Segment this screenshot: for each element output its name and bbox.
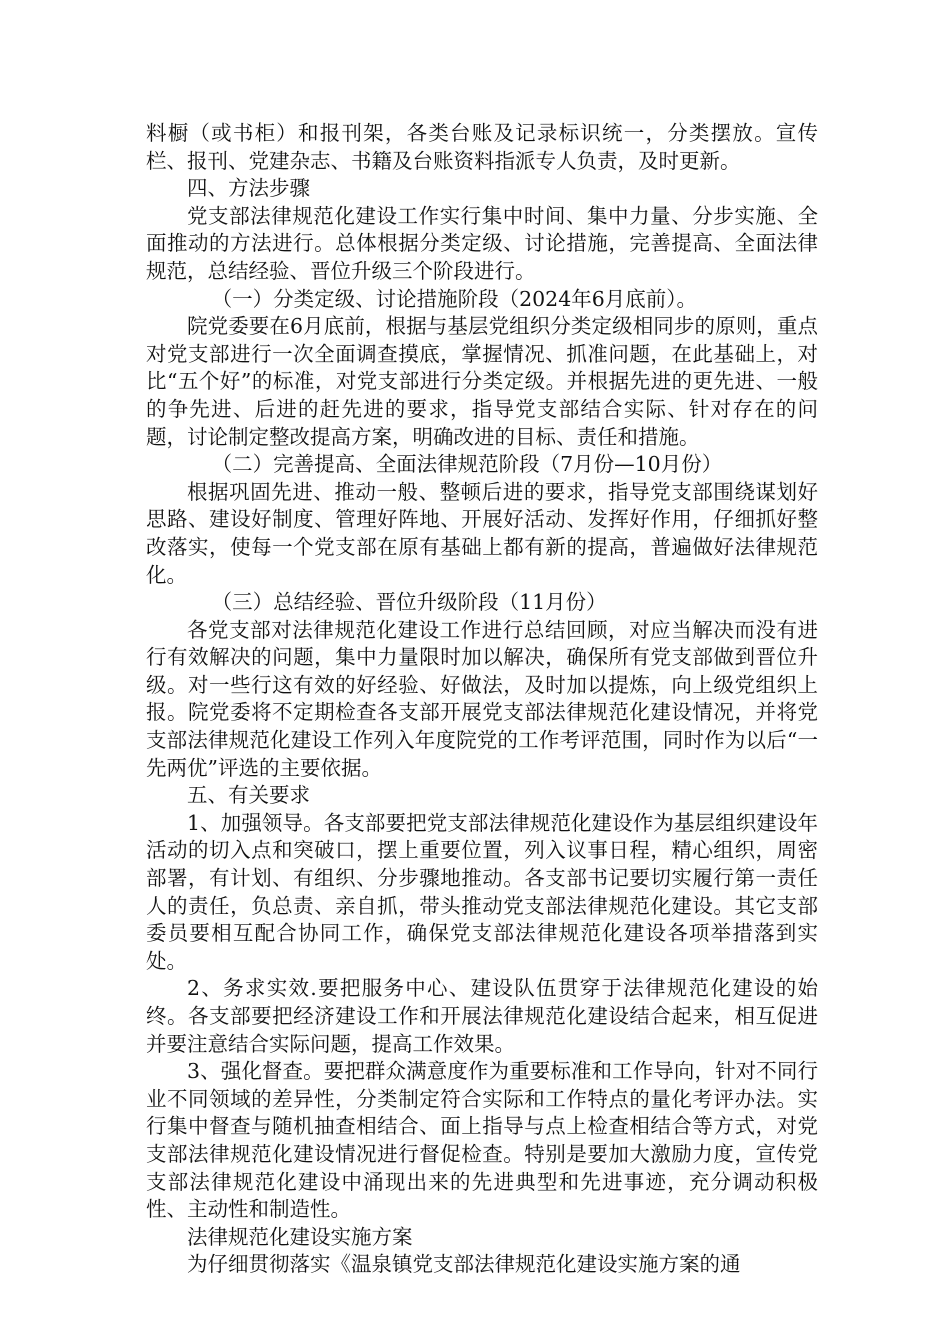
paragraph-requirement-supervision: 3、强化督查。要把群众满意度作为重要标准和工作导向，针对不同行业不同领域的差异性，分类制定符合实际和工作特点的量化考评办法。实行集中督查与随机抽查相结合、面上指导与点上检查相结合等方式，对党支部法律规范化建设情况进行督促检查。特别是要加大激励力度，宣传党支部法律规范化建设中涌现出来的先进典型和先进事迹，充分调动积极性、主动性和制造性。 [146, 1059, 818, 1222]
section-heading-requirements: 五、有关要求 [187, 783, 310, 808]
paragraph-stage-two: 根据巩固先进、推动一般、整顿后进的要求，指导党支部围绕谋划好思路、建设好制度、管理好阵地、开展好活动、发挥好作用，仔细抓好整改落实，使每一个党支部在原有基础上都有新的提高，普遍做好法律规范化。 [146, 479, 818, 587]
subheading-stage-two: （二）完善提高、全面法律规范阶段（7月份—10月份） [211, 452, 723, 477]
paragraph-requirement-effectiveness: 2、务求实效.要把服务中心、建设队伍贯穿于法律规范化建设的始终。各支部要把经济建设工作和开展法律规范化建设结合起来，相互促进并要注意结合实际问题，提高工作效果。 [146, 976, 818, 1056]
paragraph-stage-one: 院党委要在6月底前，根据与基层党组织分类定级相同步的原则，重点对党支部进行一次全面调查摸底，掌握情况、抓准问题，在此基础上，对比“五个好”的标准，对党支部进行分类定级。并根据先进的更先进、一般的争先进、后进的赶先进的要求，指导党支部结合实际、针对存在的问题，讨论制定整改提高方案，明确改进的目标、责任和措施。 [146, 314, 818, 449]
subheading-stage-one: （一）分类定级、讨论措施阶段（2024年6月底前）。 [211, 286, 698, 311]
paragraph-stage-three: 各党支部对法律规范化建设工作进行总结回顾，对应当解决而没有进行有效解决的问题，集中力量限时加以解决，确保所有党支部做到晋位升级。对一些行这有效的好经验、好做法，及时加以提炼，向上级党组织上报。院党委将不定期检查各支部开展党支部法律规范化建设情况，并将党支部法律规范化建设工作列入年度院党的工作考评范围，同时作为以后“一先两优”评选的主要依据。 [146, 617, 818, 780]
paragraph-implementation-intro: 为仔细贯彻落实《温泉镇党支部法律规范化建设实施方案的通 [187, 1252, 741, 1277]
section-heading-methods: 四、方法步骤 [187, 176, 310, 201]
section-title-implementation-plan: 法律规范化建设实施方案 [187, 1224, 413, 1249]
paragraph-requirement-leadership: 1、加强领导。各支部要把党支部法律规范化建设作为基层组织建设年活动的切入点和突破口，摆上重要位置，列入议事日程，精心组织，周密部署，有计划、有组织、分步骤地推动。各支部书记要切实履行第一责任人的责任，负总责、亲自抓，带头推动党支部法律规范化建设。其它支部委员要相互配合协同工作，确保党支部法律规范化建设各项举措落到实处。 [146, 810, 818, 973]
subheading-stage-three: （三）总结经验、晋位升级阶段（11月份） [211, 590, 607, 615]
paragraph-methods-overview: 党支部法律规范化建设工作实行集中时间、集中力量、分步实施、全面推动的方法进行。总体根据分类定级、讨论措施，完善提高、全面法律规范，总结经验、晋位升级三个阶段进行。 [146, 203, 818, 283]
paragraph-archive-management: 料橱（或书柜）和报刊架，各类台账及记录标识统一，分类摆放。宣传栏、报刊、党建杂志、书籍及台账资料指派专人负责，及时更新。 [146, 121, 818, 173]
document-page [146, 120, 818, 1279]
